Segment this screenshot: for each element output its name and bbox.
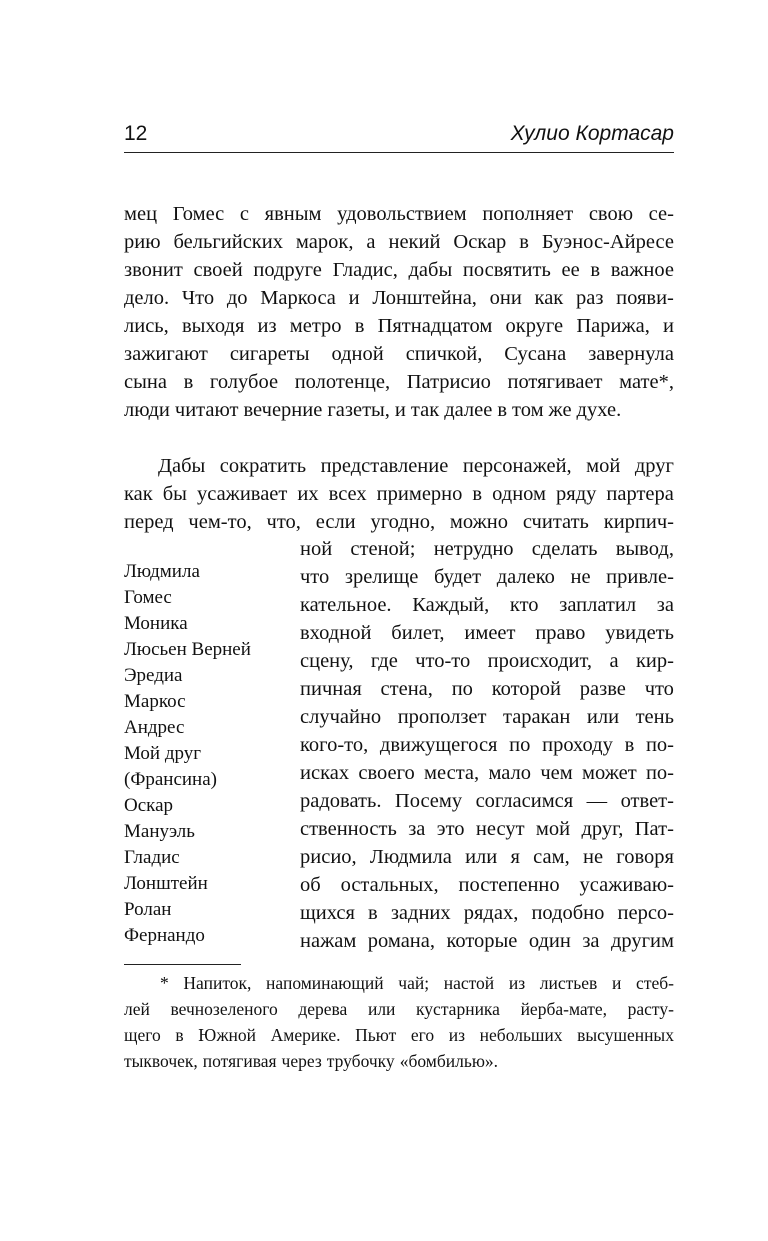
text-line: рию бельгийских марок, а некий Оскар в Буэнос-Айресе <box>124 231 674 253</box>
character-name: Мануэль <box>124 821 195 842</box>
footnote-divider <box>124 964 241 965</box>
text-line: кого-то, движущегося по проходу в по- <box>300 734 674 756</box>
character-name: Оскар <box>124 795 174 816</box>
text-line: лись, выходя из метро в Пятнадцатом округе Парижа, и <box>124 315 674 337</box>
character-name: Людмила <box>124 561 200 582</box>
footnote-line: щего в Южной Америке. Пьют его из небольших высушенных <box>124 1025 674 1045</box>
character-name: Эредиа <box>124 665 183 686</box>
text-line: зажигают сигареты одной спичкой, Сусана завернула <box>124 343 674 365</box>
text-line: кательное. Каждый, кто заплатил за <box>300 594 674 616</box>
text-line: входной билет, имеет право увидеть <box>300 622 674 644</box>
text-line: нажам романа, которые один за другим <box>300 930 674 952</box>
text-line: случайно проползет таракан или тень <box>300 706 674 728</box>
character-name: Андрес <box>124 717 185 738</box>
character-name: (Франсина) <box>124 769 217 790</box>
paragraph-2-continuation <box>300 535 674 955</box>
paragraph-2 <box>124 452 674 536</box>
text-line: дело. Что до Маркоса и Лонштейна, они как раз появи- <box>124 287 674 309</box>
footnote-line: лей вечнозеленого дерева или кустарника йерба-мате, расту- <box>124 999 674 1019</box>
text-line: об остальных, постепенно усаживаю- <box>300 874 674 896</box>
text-line: звонит своей подруге Гладис, дабы посвятить ее в важное <box>124 259 674 281</box>
character-name: Ролан <box>124 899 172 920</box>
character-name: Лонштейн <box>124 873 208 894</box>
text-line: люди читают вечерние газеты, и так далее в том же духе. <box>124 399 622 421</box>
text-line: щихся в задних рядах, подобно персо- <box>300 902 674 924</box>
character-name: Гладис <box>124 847 180 868</box>
text-line: Дабы сократить представление персонажей, мой друг <box>158 455 674 477</box>
text-line: рисио, Людмила или я сам, не говоря <box>300 846 674 868</box>
character-name: Мой друг <box>124 743 202 764</box>
footnote-line: * Напиток, напоминающий чай; настой из листьев и стеб- <box>160 973 674 993</box>
text-line: ственность за это несут мой друг, Пат- <box>300 818 674 840</box>
character-name: Гомес <box>124 587 172 608</box>
running-title: Хулио Кортасар <box>510 122 674 145</box>
text-line: что зрелище будет далеко не привле- <box>300 566 674 588</box>
text-line: как бы усаживает их всех примерно в одном ряду партера <box>124 483 674 505</box>
footnote-line: тыквочек, потягивая через трубочку «бомбилью». <box>124 1051 499 1071</box>
character-name: Люсьен Верней <box>124 639 251 660</box>
text-line: исках своего места, мало чем может по- <box>300 762 674 784</box>
text-line: пичная стена, по которой разве что <box>300 678 674 700</box>
text-line: перед чем-то, что, если угодно, можно считать кирпич- <box>124 511 674 533</box>
character-name: Моника <box>124 613 188 634</box>
character-name: Маркос <box>124 691 186 712</box>
running-header <box>124 118 674 153</box>
text-line: сына в голубое полотенце, Патрисио потягивает мате*, <box>124 371 674 393</box>
footnote <box>124 970 674 1074</box>
text-line: мец Гомес с явным удовольствием пополняет свою се- <box>124 203 674 225</box>
paragraph-1 <box>124 200 674 424</box>
text-line: ной стеной; нетрудно сделать вывод, <box>300 538 674 560</box>
text-line: радовать. Посему согласимся — ответ- <box>300 790 674 812</box>
character-list <box>124 559 294 949</box>
text-line: сцену, где что-то происходит, а кир- <box>300 650 674 672</box>
character-name: Фернандо <box>124 925 205 946</box>
page-number: 12 <box>124 122 148 145</box>
